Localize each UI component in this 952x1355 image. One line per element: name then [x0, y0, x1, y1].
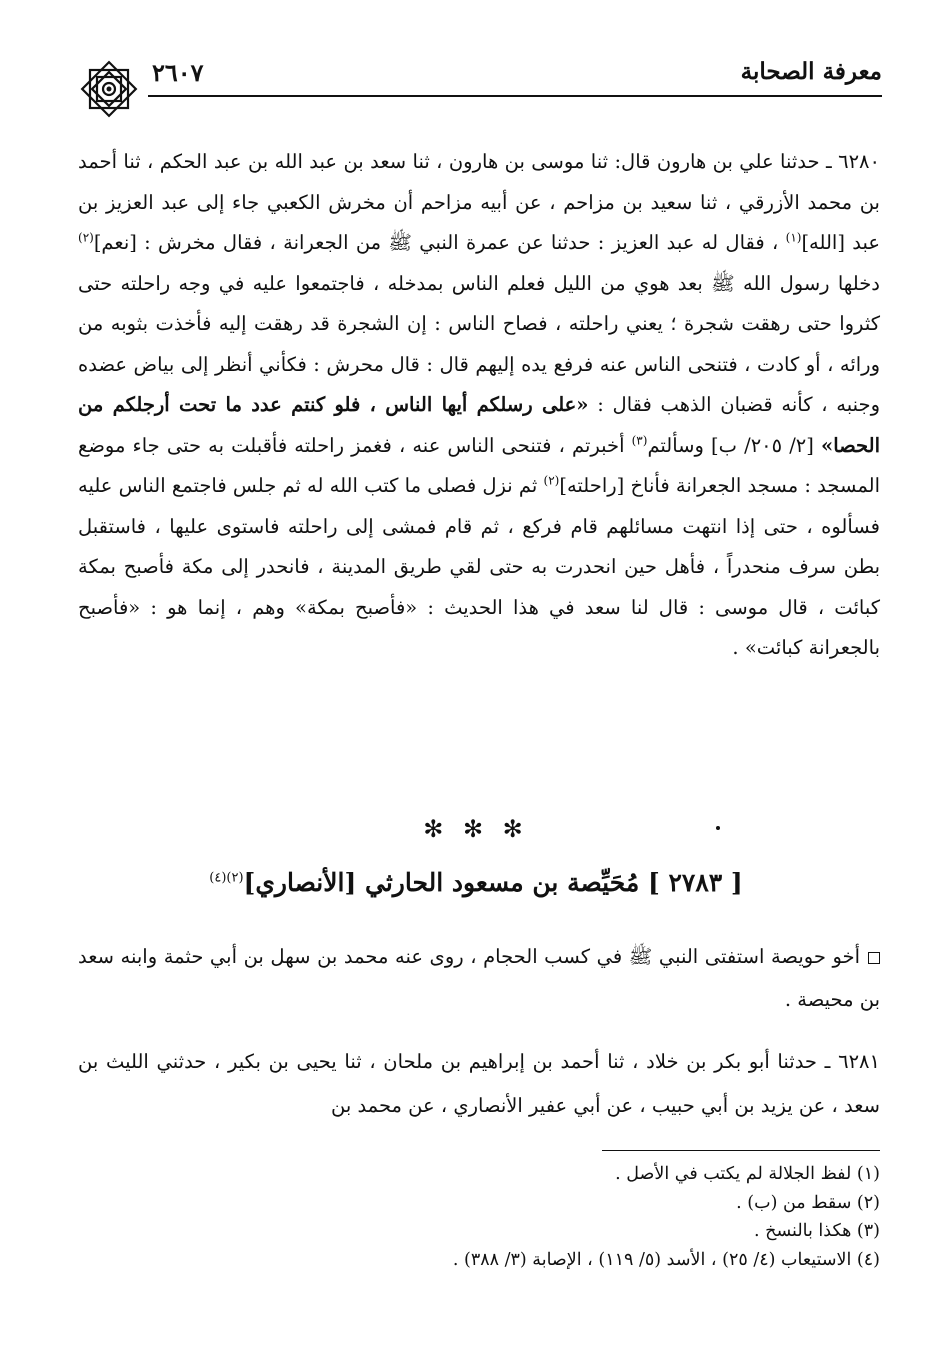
square-bullet-icon — [868, 952, 880, 964]
hadith-6281 — [78, 1040, 880, 1128]
header-rule — [148, 95, 882, 97]
footnote-ref[interactable]: (١) — [785, 230, 802, 245]
section-separator-stars: ✻ ✻ ✻ — [423, 815, 529, 843]
prophetic-quote: «على رسلكم أيها الناس ، فلو كنتم عدد ما تحت أرجلكم من الحصا» — [78, 393, 880, 457]
footnote-ref[interactable]: (٢) — [78, 230, 94, 245]
hadith-6280-paragraph — [78, 142, 880, 669]
text-run: ، فقال له عبد العزيز : حدثنا عن عمرة النبي ﷺ من الجعرانة ، فقال مخرش : [نعم] — [93, 231, 779, 254]
text-run: ثم نزل فصلى ما كتب الله له ثم جلس فاجتمع الناس عليه فسألوه ، حتى إذا انتهت مسائلهم قام فركع ، ثم قام فمشى إلى راحلته فاستوى عليها ، فاستقبل بطن سرف منحدراً ، فأهل حين انحدرت به حتى لقي طريق المدينة ، فانحدر إلى مكة فأصبح بمكة كبائت ، قال موسى : قال لنا سعد في هذا الحديث : «فأصبح بمكة» وهم ، إنما هو : «فأصبح بالجعرانة كبائت» . — [78, 474, 880, 659]
footnote-ref[interactable]: (٢)(٤) — [209, 870, 244, 886]
footnote-3: (٣) هكذا بالنسخ . — [754, 1221, 880, 1241]
running-head-title: معرفة الصحابة — [740, 58, 882, 85]
page-number: ٢٦٠٧ — [152, 58, 204, 87]
footnotes — [78, 1160, 880, 1274]
text-run: [٢/ ٢٠٥/ ب] وسألتم — [647, 433, 814, 457]
footnote-ref[interactable]: (٣) — [631, 433, 648, 447]
footnote-2: (٢) سقط من (ب) . — [736, 1192, 880, 1213]
footnote-rule — [602, 1150, 880, 1151]
ink-dot — [716, 826, 720, 830]
hadith-6280 — [78, 142, 880, 669]
text-run: أخبرتم ، فتنحى الناس عنه ، فغمز راحلته فأقبلت به حتى جاء موضع المسجد : مسجد الجعرانة فأناخ [راحلته] — [78, 433, 880, 497]
entry-heading — [0, 868, 952, 897]
footnote-1: (١) لفظ الجلالة لم يكتب في الأصل . — [615, 1164, 880, 1184]
footnote-ref[interactable]: (٢) — [543, 473, 560, 488]
footnote-4: (٤) الاستيعاب (٤/ ٢٥) ، الأسد (٥/ ١١٩) ، الإصابة (٣/ ٣٨٨) . — [452, 1249, 880, 1270]
biography-text: أخو حويصة استفتى النبي ﷺ في كسب الحجام ، روى عنه محمد بن سهل بن أبي حثمة وابنه سعد بن محيصة . — [78, 945, 880, 1011]
entry-biography — [78, 935, 880, 1021]
eight-point-star-ornament-icon — [78, 58, 140, 120]
hadith-6281-text: ٦٢٨١ ـ حدثنا أبو بكر بن خلاد ، ثنا أحمد بن إبراهيم بن ملحان ، ثنا يحيى بن بكير ، حدثني الليث بن سعد ، عن يزيد بن أبي حبيب ، عن أبي عفير الأنصاري ، عن محمد بن — [78, 1050, 880, 1117]
text-run: ٦٢٨٠ ـ حدثنا علي بن هارون قال: ثنا موسى بن هارون ، ثنا سعد بن عبد الله بن عبد الحكم ، ثنا أحمد بن محمد الأزرقي ، ثنا سعيد بن مزاحم ، عن أبيه مزاحم أن مخرش الكعبي جاء إلى عبد العزيز بن عبد [الله] — [78, 150, 880, 254]
entry-title-text: [ ٢٧٨٣ ] مُحَيِّصة بن مسعود الحارثي [الأنصاري] — [243, 868, 743, 897]
text-run: دخلها رسول الله ﷺ بعد هوي من الليل فعلم الناس بمدخله ، فاجتمعوا عليه في وجه راحلته حتى كثروا حتى رهقت شجرة ؛ يعني راحلته ، فصاح الناس : إن الشجرة قد رهقت إليه فأخذت بثوبه من ورائه ، أو كادت ، فتنحى الناس عنه فرفع يده إليهم قال : قال محرش : فكأني أنظر إلى بياض عضده وجنبه ، كأنه قضبان الذهب فقال : — [78, 271, 880, 416]
